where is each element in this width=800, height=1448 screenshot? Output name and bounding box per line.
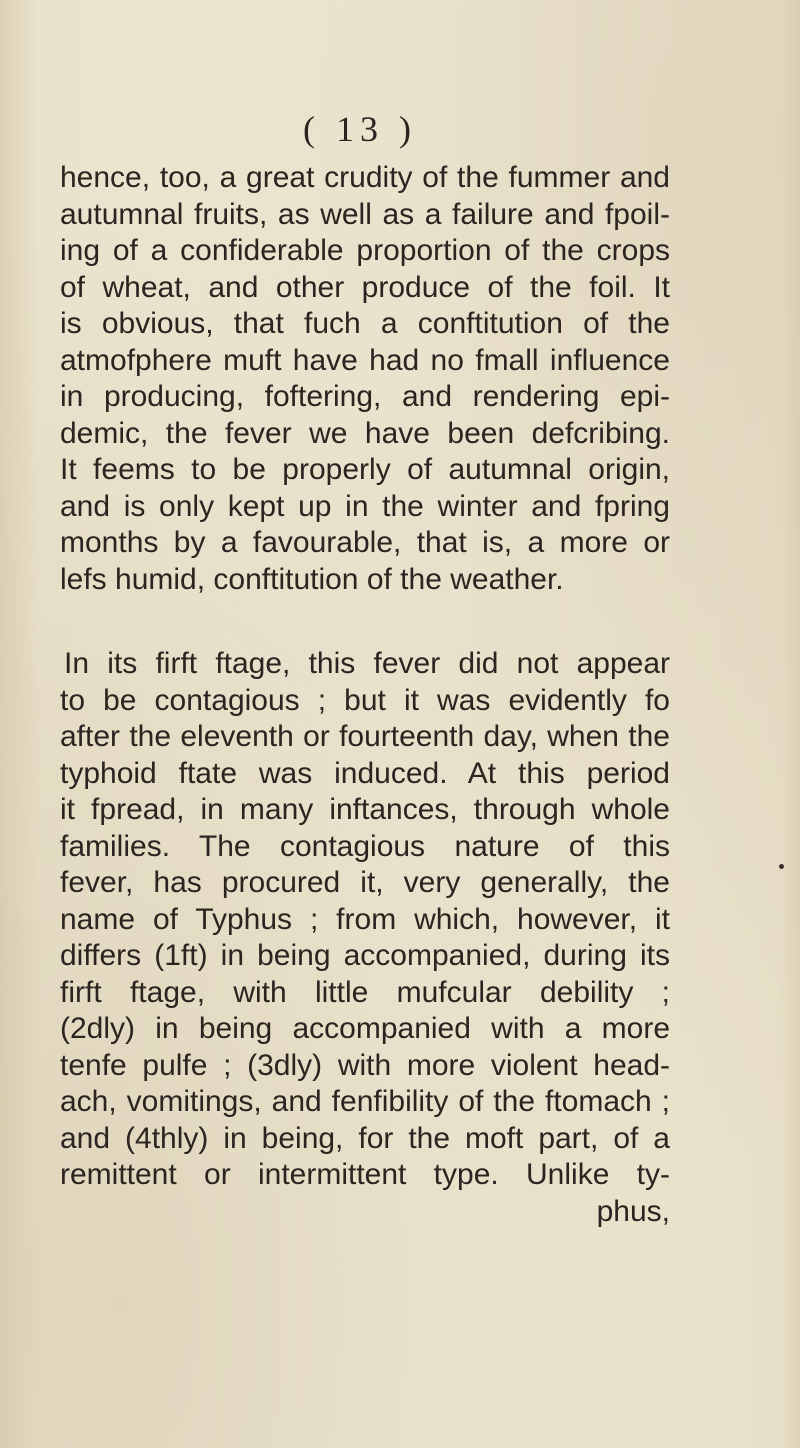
text-line: lefs humid, conftitution of the weather. (60, 562, 564, 596)
body-text (60, 160, 670, 1230)
text-line: months by a favourable, that is, a more or (60, 526, 670, 559)
text-line: firft ftage, with little mufcular debility ; (60, 975, 670, 1009)
text-line: autumnal fruits, as well as a failure and fpoil- (60, 197, 670, 231)
paragraph-2 (60, 646, 670, 1230)
text-line: ing of a confiderable proportion of the crops (60, 234, 670, 267)
text-line: atmofphere muft have had no fmall influence (60, 343, 670, 377)
text-line: fever, has procured it, very generally, the (60, 866, 670, 899)
ink-speck (779, 864, 784, 869)
text-line: and is only kept up in the winter and fpring (60, 489, 670, 523)
text-line: families. The contagious nature of this (60, 829, 670, 863)
catchword: phus, (596, 1194, 670, 1228)
text-line: is obvious, that fuch a conftitution of the (60, 307, 670, 340)
text-line: It feems to be properly of autumnal origin, (60, 453, 670, 486)
text-line: to be contagious ; but it was evidently fo (60, 683, 670, 717)
text-line: tenfe pulfe ; (3dly) with more violent head- (60, 1048, 670, 1082)
text-line: remittent or intermittent type. Unlike ty- (60, 1158, 670, 1191)
text-line: of wheat, and other produce of the foil. It (60, 270, 670, 304)
text-line: (2dly) in being accompanied with a more (60, 1012, 670, 1045)
text-line: in producing, foftering, and rendering epi- (60, 380, 670, 413)
text-line: demic, the fever we have been defcribing. (60, 416, 670, 450)
text-line: typhoid ftate was induced. At this period (60, 756, 670, 790)
text-line: In its firft ftage, this fever did not appear (64, 647, 670, 680)
text-line: hence, too, a great crudity of the fummer and (60, 161, 670, 194)
text-line: name of Typhus ; from which, however, it (60, 902, 670, 936)
text-line: differs (1ft) in being accompanied, during its (60, 939, 670, 972)
text-line: ach, vomitings, and fenfibility of the ftomach ; (60, 1085, 670, 1118)
paragraph-1 (60, 160, 670, 598)
text-line: after the eleventh or fourteenth day, when the (60, 720, 670, 753)
page-number: ( 13 ) (303, 109, 417, 149)
text-line: and (4thly) in being, for the moft part, of a (60, 1121, 670, 1155)
text-line: it fpread, in many inftances, through whole (60, 793, 670, 826)
paragraph-gap (60, 598, 670, 646)
